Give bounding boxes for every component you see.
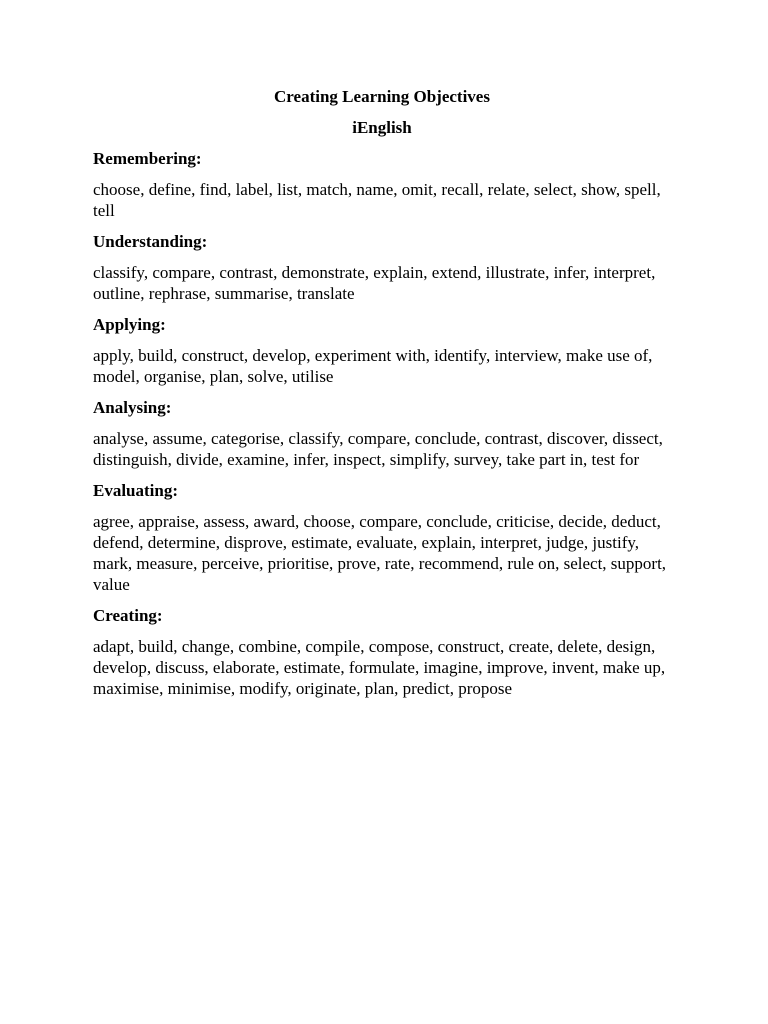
section-creating (93, 605, 671, 699)
section-body: classify, compare, contrast, demonstrate, explain, extend, illustrate, infer, interpret, outline, rephrase, summarise, translate (93, 263, 656, 303)
section-analysing (93, 397, 671, 470)
section-body: choose, define, find, label, list, match, name, omit, recall, relate, select, show, spell, tell (93, 180, 661, 220)
document-page (93, 86, 671, 709)
document-title: Creating Learning Objectives (274, 87, 490, 106)
section-heading: Creating: (93, 606, 163, 625)
section-body: analyse, assume, categorise, classify, compare, conclude, contrast, discover, dissect, distinguish, divide, examine, infer, inspect, simplify, survey, take part in, test for (93, 429, 663, 469)
section-body: agree, appraise, assess, award, choose, compare, conclude, criticise, decide, deduct, defend, determine, disprove, estimate, evaluate, explain, interpret, judge, justify, mark, measure, perceive, prioritise, prove, rate, recommend, rule on, select, support, value (93, 512, 667, 594)
section-applying (93, 314, 671, 387)
section-evaluating (93, 480, 671, 595)
section-heading: Analysing: (93, 398, 172, 417)
section-heading: Evaluating: (93, 481, 179, 500)
document-subtitle: iEnglish (352, 118, 412, 137)
section-heading: Understanding: (93, 232, 208, 251)
section-remembering (93, 148, 671, 221)
section-body: apply, build, construct, develop, experiment with, identify, interview, make use of, model, organise, plan, solve, utilise (93, 346, 653, 386)
section-understanding (93, 231, 671, 304)
section-heading: Applying: (93, 315, 166, 334)
section-body: adapt, build, change, combine, compile, compose, construct, create, delete, design, develop, discuss, elaborate, estimate, formulate, imagine, improve, invent, make up, maximise, minimise, modify, originate, plan, predict, propose (93, 637, 666, 698)
section-heading: Remembering: (93, 149, 202, 168)
